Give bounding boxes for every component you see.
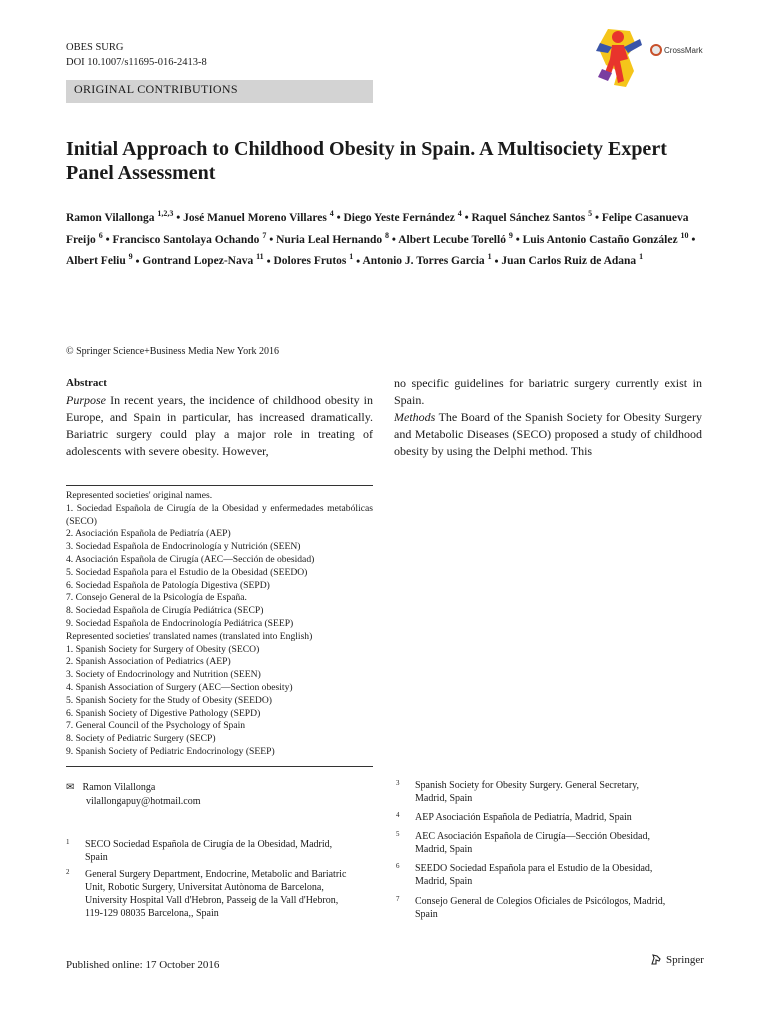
- society-item: 5. Spanish Society for the Study of Obesity (SEEDO): [66, 694, 272, 706]
- author-name[interactable]: Felipe Casanueva Freijo $^6$: [66, 211, 689, 246]
- copyright: © Springer Science+Business Media New York 2016: [66, 346, 279, 357]
- article-title: Initial Approach to Childhood Obesity in Spain. A Multisociety Expert Panel Assessment: [66, 138, 667, 184]
- author-affiliation-ref: 7: [262, 230, 267, 240]
- society-item: 1. Sociedad Española de Cirugía de la Obesidad y enfermedades metabólicas (SECO): [66, 502, 373, 527]
- abstract-heading: Abstract: [66, 377, 107, 389]
- section-bar: [66, 80, 373, 103]
- crossmark-icon: [650, 44, 662, 56]
- author-separator: •: [389, 233, 399, 246]
- author-name[interactable]: Albert Feliu $^9$: [66, 252, 133, 268]
- author-name[interactable]: Antonio J. Torres Garcia $^1$: [362, 252, 492, 268]
- author-affiliation-ref: 1,2,3: [157, 209, 174, 218]
- abstract-methods: [394, 409, 702, 460]
- societies-translated-list: [66, 644, 373, 759]
- publisher-name: Springer: [666, 953, 704, 966]
- society-item: 2. Spanish Association of Pediatrics (AEP): [66, 656, 231, 668]
- author-name[interactable]: Dolores Frutos $^1$: [273, 252, 354, 268]
- author-name[interactable]: Albert Lecube Torelló $^9$: [398, 230, 513, 246]
- author-separator: •: [353, 255, 363, 268]
- author-separator: •: [102, 233, 113, 246]
- purpose-text-part1: In recent years, the incidence of childhood obesity in Europe, and Spain in particular, has increased dramatically. Bariatric surgery could play a major role in treating of adolescents with severe obesity. However,: [66, 393, 373, 458]
- society-item: 6. Spanish Society of Digestive Pathology (SEPD): [66, 707, 261, 719]
- doi[interactable]: DOI 10.1007/s11695-016-2413-8: [66, 57, 207, 68]
- author-name[interactable]: Gontrand Lopez-Nava $^{11}$: [142, 252, 264, 268]
- affiliation-text: Spanish Society for Obesity Surgery. General Secretary, Madrid, Spain: [415, 780, 640, 804]
- affiliation-number: 2: [66, 868, 70, 876]
- affiliation-text: AEP Asociación Española de Pediatría, Madrid, Spain: [415, 812, 632, 823]
- affiliation-number: 3: [396, 779, 400, 787]
- author-affiliation-ref: 5: [588, 209, 593, 218]
- author-affiliation-ref: 10: [680, 230, 689, 240]
- author-affiliation-ref: 11: [256, 252, 264, 262]
- societies-translated-heading: Represented societies' translated names (translated into English): [66, 630, 313, 642]
- affiliation-number: 1: [66, 838, 70, 846]
- author-separator: •: [461, 211, 472, 224]
- author-affiliation-ref: 8: [385, 230, 390, 240]
- author-name[interactable]: Francisco Santolaya Ochando $^7$: [112, 230, 267, 246]
- author-name[interactable]: Nuria Leal Hernando $^8$: [276, 230, 390, 246]
- society-item: 4. Asociación Española de Cirugía (AEC—Sección de obesidad): [66, 553, 315, 565]
- society-item: 7. Consejo General de la Psicología de España.: [66, 592, 247, 604]
- society-item: 8. Sociedad Española de Cirugía Pediátrica (SECP): [66, 605, 264, 617]
- author-separator: •: [491, 255, 502, 268]
- journal-logo-icon: [590, 25, 646, 91]
- author-name[interactable]: José Manuel Moreno Villares $^4$: [183, 209, 334, 224]
- affiliation-text: General Surgery Department, Endocrine, Metabolic and Bariatric Unit, Robotic Surgery, Universitat Autònoma de Barcelona, University Hospital Vall d'Hebron, Passeig de la Vall d'Hebron, 119-129 08035 Barcelona,, Spain: [85, 869, 347, 919]
- society-item: 9. Sociedad Española de Endocrinología Pediátrica (SEEP): [66, 617, 294, 629]
- society-item: 8. Society of Pediatric Surgery (SECP): [66, 733, 216, 745]
- society-item: 5. Sociedad Española para el Estudio de la Obesidad (SEEDO): [66, 566, 308, 578]
- affiliation-text: AEC Asociación Española de Cirugía—Sección Obesidad, Madrid, Spain: [415, 831, 650, 855]
- societies-original-heading: Represented societies' original names.: [66, 490, 213, 501]
- purpose-label: Purpose: [66, 393, 106, 407]
- author-separator: •: [333, 211, 344, 224]
- journal-name: OBES SURG: [66, 42, 124, 53]
- correspondence-name: Ramon Vilallonga: [82, 782, 156, 793]
- affiliation-number: 7: [396, 895, 400, 903]
- society-item: 6. Sociedad Española de Patología Digestiva (SEPD): [66, 579, 270, 591]
- society-item: 9. Spanish Society of Pediatric Endocrinology (SEEP): [66, 745, 275, 757]
- author-affiliation-ref: 9: [508, 230, 513, 240]
- author-name[interactable]: Ramon Vilallonga $^{1,2,3}$: [66, 209, 174, 224]
- author-separator: •: [266, 233, 277, 246]
- crossmark-badge[interactable]: [650, 44, 703, 56]
- methods-text: The Board of the Spanish Society for Obesity Surgery and Metabolic Diseases (SECO) proposed a study of childhood obesity by using the Delphi method. This: [394, 410, 702, 458]
- author-affiliation-ref: 6: [98, 230, 103, 240]
- footnote-divider: [66, 485, 373, 486]
- author-name[interactable]: Diego Yeste Fernández $^4$: [343, 209, 462, 224]
- societies-original-list: [66, 503, 373, 631]
- author-affiliation-ref: 4: [329, 209, 334, 218]
- author-separator: •: [173, 211, 184, 224]
- affiliation-number: 6: [396, 862, 400, 870]
- author-list: [66, 205, 706, 270]
- affiliation-text: SEEDO Sociedad Española para el Estudio de la Obesidad, Madrid, Spain: [415, 863, 653, 887]
- societies-footnote: [66, 490, 373, 759]
- affiliation-number: 4: [396, 811, 400, 819]
- society-item: 7. General Council of the Psychology of Spain: [66, 720, 246, 732]
- society-item: 2. Asociación Española de Pediatría (AEP): [66, 528, 231, 540]
- author-name[interactable]: Juan Carlos Ruiz de Adana $^1$: [501, 252, 644, 268]
- abstract-purpose: [66, 392, 373, 460]
- publisher-logo: [650, 953, 704, 966]
- author-name[interactable]: Luis Antonio Castaño González $^{10}$: [522, 230, 689, 246]
- author-separator: •: [132, 255, 143, 268]
- society-item: 1. Spanish Society for Surgery of Obesity (SECO): [66, 643, 260, 655]
- society-item: 3. Sociedad Española de Endocrinología y Nutrición (SEEN): [66, 541, 301, 553]
- author-name[interactable]: Raquel Sánchez Santos $^5$: [471, 209, 593, 224]
- author-affiliation-ref: 4: [457, 209, 462, 218]
- methods-label: Methods: [394, 410, 436, 424]
- author-separator: •: [592, 211, 602, 224]
- abstract-left-column: [66, 375, 373, 460]
- abstract-right-column: [394, 375, 702, 460]
- affiliation-text: Consejo General de Colegios Oficiales de Psicólogos, Madrid, Spain: [415, 896, 666, 920]
- crossmark-label: CrossMark: [664, 45, 703, 55]
- journal-header: [66, 40, 207, 70]
- author-separator: •: [263, 255, 274, 268]
- purpose-text-part2: no specific guidelines for bariatric surgery currently exist in Spain.: [394, 376, 702, 407]
- author-separator: •: [688, 233, 696, 246]
- author-separator: •: [512, 233, 523, 246]
- affiliation-number: 5: [396, 830, 400, 838]
- correspondence-email[interactable]: vilallongapuy@hotmail.com: [86, 796, 201, 807]
- author-affiliation-ref: 1: [639, 252, 644, 262]
- author-affiliation-ref: 9: [128, 252, 133, 262]
- springer-horse-icon: [650, 953, 663, 966]
- affiliation-text: SECO Sociedad Española de Cirugía de la Obesidad, Madrid, Spain: [85, 839, 333, 863]
- author-affiliation-ref: 1: [349, 252, 354, 262]
- footnote-divider-bottom: [66, 766, 373, 767]
- society-item: 4. Spanish Association of Surgery (AEC—Section obesity): [66, 681, 293, 693]
- society-item: 3. Society of Endocrinology and Nutrition (SEEN): [66, 669, 261, 681]
- author-affiliation-ref: 1: [487, 252, 492, 262]
- envelope-icon: ✉: [66, 782, 75, 793]
- correspondence: [66, 781, 200, 809]
- published-date: Published online: 17 October 2016: [66, 959, 220, 971]
- section-label: ORIGINAL CONTRIBUTIONS: [74, 82, 238, 96]
